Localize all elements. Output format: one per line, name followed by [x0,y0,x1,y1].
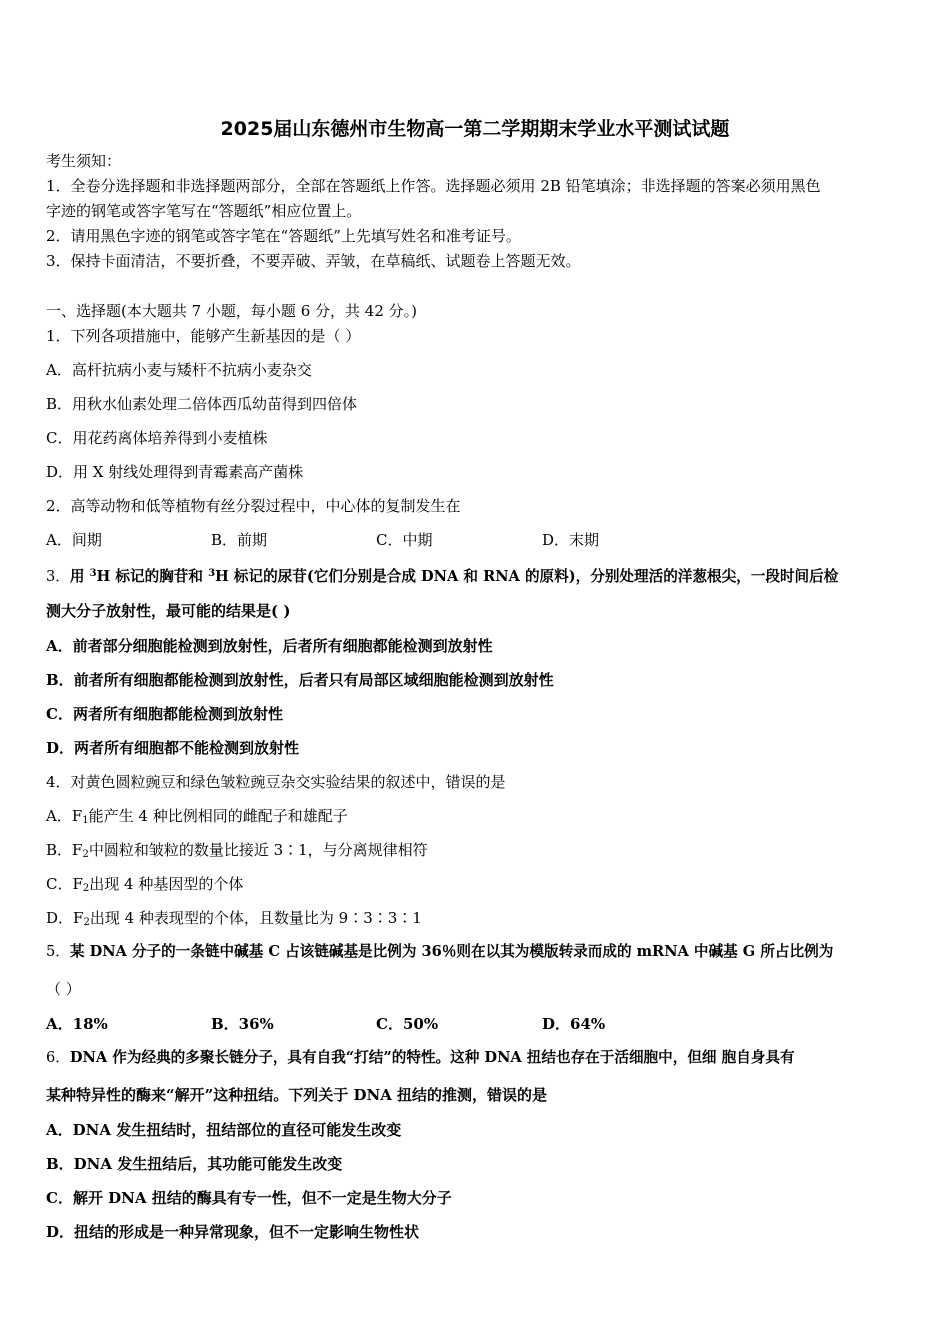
notice-line-1a: 1．全卷分选择题和非选择题两部分，全部在答题纸上作答。选择题必须用 2B 铅笔填涂；非选择题的答案必须用黑色 [46,177,821,195]
notice-heading: 考生须知： [46,152,122,170]
q5-stem-line-2: （ ） [46,980,81,998]
q6-number: 6． [46,1049,70,1066]
q1-option-c: C．用花药离体培养得到小麦植株 [46,429,268,447]
q5-stem [46,942,833,962]
q5-option-a: A．18% [46,1015,108,1033]
q6-option-d: D．扭结的形成是一种异常现象，但不一定影响生物性状 [46,1223,420,1241]
q5-option-d: D．64% [542,1015,606,1033]
notice-line-1b: 字迹的钢笔或答字笔写在“答题纸”相应位置上。 [46,202,362,220]
q6-option-a: A．DNA 发生扭结时，扭结部位的直径可能发生改变 [46,1121,402,1139]
q3-stem-part-1: 用 [69,568,90,585]
q2-option-d: D．末期 [542,531,600,549]
q4-option-d [46,908,422,933]
q3-option-a: A．前者部分细胞能检测到放射性，后者所有细胞都能检测到放射性 [46,637,493,655]
q4-d-text: 出现 4 种表现型的个体，且数量比为 9∶3∶3∶1 [89,909,422,927]
section-heading: 一、选择题(本大题共 7 小题，每小题 6 分，共 42 分。) [46,302,417,320]
q3-stem [46,564,838,587]
q6-stem-text: DNA 作为经典的多聚长链分子，具有自我“打结”的特性。这种 DNA 扭结也存在于活细胞中，但细 胞自身具有 [69,1049,795,1066]
q1-option-d: D．用 X 射线处理得到青霉素高产菌株 [46,463,304,481]
notice-line-2: 2．请用黑色字迹的钢笔或答字笔在“答题纸”上先填写姓名和准考证号。 [46,227,521,245]
q4-option-c [46,874,243,899]
q4-a-prefix: A．F [46,807,83,825]
q4-b-subscript: 2 [82,849,89,860]
page-title: 2025届山东德州市生物高一第二学期期末学业水平测试试题 [220,118,730,140]
q2-option-a: A．间期 [46,531,102,549]
notice-line-3: 3．保持卡面清洁，不要折叠，不要弄破、弄皱，在草稿纸、试题卷上答题无效。 [46,252,581,270]
q5-option-b: B．36% [211,1015,274,1033]
q4-stem: 4．对黄色圆粒豌豆和绿色皱粒豌豆杂交实验结果的叙述中，错误的是 [46,773,506,791]
q6-option-b: B．DNA 发生扭结后，其功能可能发生改变 [46,1155,343,1173]
q3-stem-line-2: 测大分子放射性，最可能的结果是( ) [46,602,291,620]
q3-stem-part-3: H 标记的尿苷(它们分别是合成 DNA 和 RNA 的原料)，分别处理活的洋葱根尖，一段时间后检 [215,568,839,585]
q4-a-subscript: 1 [82,815,89,826]
q6-stem-line-2: 某种特异性的酶来“解开”这种扭结。下列关于 DNA 扭结的推测，错误的是 [46,1086,548,1104]
q4-d-prefix: D．F [46,909,84,927]
q4-c-subscript: 2 [82,883,90,894]
q4-c-prefix: C．F [46,875,83,893]
q4-d-subscript: 2 [83,917,90,928]
q1-option-b: B．用秋水仙素处理二倍体西瓜幼苗得到四倍体 [46,395,358,413]
q4-option-b [46,840,428,865]
q2-option-c: C．中期 [376,531,433,549]
q3-option-c: C．两者所有细胞都能检测到放射性 [46,705,283,723]
q4-a-text: 能产生 4 种比例相同的雌配子和雄配子 [88,807,348,825]
q3-stem-part-2: H 标记的胸苷和 [96,568,209,585]
q3-option-d: D．两者所有细胞都不能检测到放射性 [46,739,300,757]
q6-stem [46,1048,795,1068]
q2-option-b: B．前期 [211,531,268,549]
q1-option-a: A．高杆抗病小麦与矮杆不抗病小麦杂交 [46,361,312,379]
q4-c-text: 出现 4 种基因型的个体 [89,875,244,893]
q3-isotope-mass-1: 3 [89,568,97,579]
q5-number: 5． [46,943,70,960]
q5-option-c: C．50% [376,1015,439,1033]
q3-number: 3． [46,568,70,585]
q6-option-c: C．解开 DNA 扭结的酶具有专一性，但不一定是生物大分子 [46,1189,452,1207]
q5-stem-text: 某 DNA 分子的一条链中碱基 C 占该链碱基是比例为 36％则在以其为模版转录而成的 mRNA 中碱基 G 所占比例为 [69,943,834,960]
q4-b-prefix: B．F [46,841,83,859]
q3-isotope-mass-2: 3 [208,568,216,579]
q4-b-text: 中圆粒和皱粒的数量比接近 3∶1，与分离规律相符 [88,841,428,859]
q3-option-b: B．前者所有细胞都能检测到放射性，后者只有局部区域细胞能检测到放射性 [46,671,554,689]
q2-stem: 2．高等动物和低等植物有丝分裂过程中，中心体的复制发生在 [46,497,461,515]
q1-stem: 1．下列各项措施中，能够产生新基因的是（ ） [46,327,361,345]
q4-option-a [46,806,348,831]
